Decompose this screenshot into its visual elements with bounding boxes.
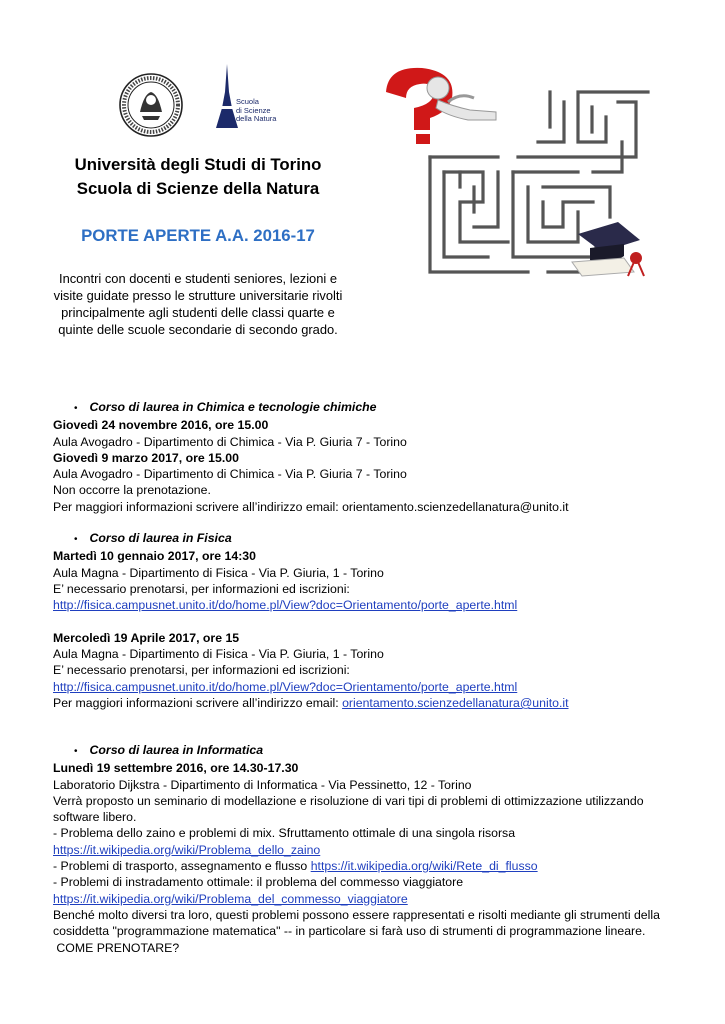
course-title: Corso di laurea in Fisica [89,531,232,545]
closing-line: COME PRENOTARE? [53,940,180,955]
bullet: • [74,746,78,757]
description-line: software libero. [53,810,137,825]
school-logo-line: della Natura [236,114,277,123]
event-place: Aula Avogadro - Dipartimento di Chimica - Via P. Giuria 7 - Torino [53,467,407,482]
bullet: • [74,534,78,545]
school-logo [212,62,292,132]
fisica-link[interactable]: http://fisica.campusnet.unito.it/do/home.pl/View?doc=Orientamento/porte_aperte.html [53,679,518,694]
event-date: Giovedì 9 marzo 2017, ore 15.00 [53,450,239,465]
fisica-section [53,530,569,711]
school-logo-line: di Scienze [236,105,271,115]
intro-text [28,270,368,338]
problem-line: - Problemi di trasporto, assegnamento e flusso [53,859,311,874]
closing-line: cosiddetta "programmazione matematica" -- in particolare si farà uso di strumenti di programmazione lineare. [53,924,646,939]
university-title: Università degli Studi di Torino [74,155,322,174]
intro-line: quinte delle scuole secondarie di secondo grado. [58,322,338,337]
event-place: Aula Magna - Dipartimento di Fisica - Via P. Giuria, 1 - Torino [53,565,384,580]
info-text: Per maggiori informazioni scrivere all’indirizzo email: [53,695,343,710]
email-link[interactable]: orientamento.scienzedellanatura@unito.it [342,695,569,710]
registration-note: E’ necessario prenotarsi, per informazioni ed iscrizioni: [53,663,350,678]
intro-line: principalmente agli studenti delle classi quarte e [61,305,335,320]
problem-line: - Problemi di instradamento ottimale: il problema del commesso viaggiatore [53,875,464,890]
problem-line: - Problema dello zaino e problemi di mix. Sfruttamento ottimale di una singola risorsa [53,826,516,841]
university-seal-logo [118,72,184,138]
wiki-link[interactable]: https://it.wikipedia.org/wiki/Rete_di_flusso [310,859,538,874]
fisica-link[interactable]: http://fisica.campusnet.unito.it/do/home.pl/View?doc=Orientamento/porte_aperte.html [53,598,518,613]
course-title: Corso di laurea in Informatica [89,743,264,757]
booking-note: Non occorre la prenotazione. [53,483,211,498]
wiki-link[interactable]: https://it.wikipedia.org/wiki/Problema_del_commesso_viaggiatore [53,891,408,906]
school-title: Scuola di Scienze della Natura [76,179,320,198]
event-date: Mercoledì 19 Aprile 2017, ore 15 [53,630,240,645]
event-date: Lunedì 19 settembre 2016, ore 14.30-17.30 [53,761,299,776]
event-title: PORTE APERTE A.A. 2016-17 [81,226,315,245]
description-line: Verrà proposto un seminario di modellazione e risoluzione di vari tipi di problemi di ottimizzazione utilizzando [53,793,644,808]
maze-illustration [378,62,668,288]
event-place: Laboratorio Dijkstra - Dipartimento di Informatica - Via Pessinetto, 12 - Torino [53,777,472,792]
wiki-link[interactable]: https://it.wikipedia.org/wiki/Problema_dello_zaino [53,842,321,857]
event-place: Aula Avogadro - Dipartimento di Chimica - Via P. Giuria 7 - Torino [53,434,407,449]
closing-line: Benché molto diversi tra loro, questi problemi possono essere rappresentati e risolti mediante gli strumenti della [53,907,660,922]
event-date: Giovedì 24 novembre 2016, ore 15.00 [53,418,269,433]
info-text: Per maggiori informazioni scrivere all’indirizzo email: orientamento.scienzedellanatura@unito.it [53,499,569,514]
registration-note: E’ necessario prenotarsi, per informazioni ed iscrizioni: [53,581,350,596]
intro-line: visite guidate presso le strutture universitarie rivolti [53,288,343,303]
school-logo-line: Scuola [236,97,259,106]
chimica-section [53,399,569,515]
intro-line: Incontri con docenti e studenti seniores, lezioni e [58,271,338,286]
event-date: Martedì 10 gennaio 2017, ore 14:30 [53,549,256,564]
event-place: Aula Magna - Dipartimento di Fisica - Via P. Giuria, 1 - Torino [53,647,384,662]
course-title: Corso di laurea in Chimica e tecnologie chimiche [89,400,377,414]
bullet: • [74,403,78,414]
informatica-section [53,742,660,956]
